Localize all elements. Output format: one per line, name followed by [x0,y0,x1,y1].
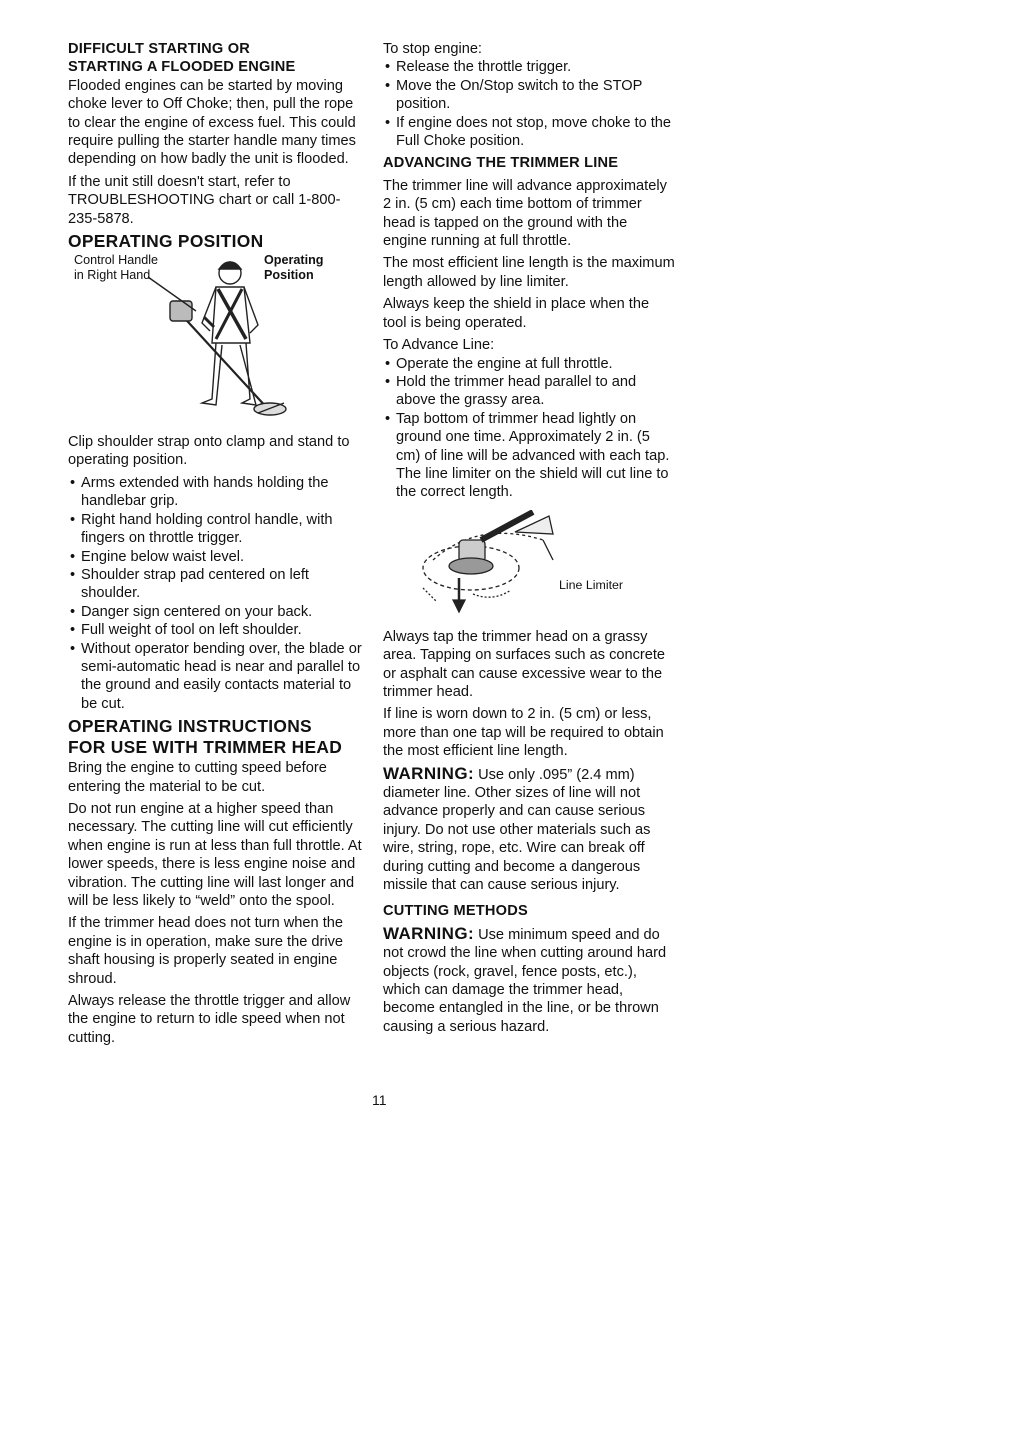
list-item: • Move the On/Stop switch to the STOP position. [383,77,675,114]
operating-position-figure [68,253,368,425]
line-limiter-figure [383,510,675,620]
list-item: • Without operator bending over, the blade or semi-automatic head is near and parallel to the ground and easily contacts material to be cut. [68,640,368,714]
instructions-paragraph-2: Do not run engine at a higher speed than necessary. The cutting line will cut efficiently when engine is run at less than full throttle. At lower speeds, there is less engine noise and vibration. The cutting line will last longer and will be less likely to “weld” onto the spool. [68,800,362,909]
list-item: • Hold the trimmer head parallel to and above the grassy area. [383,373,675,410]
operating-position-heading: OPERATING POSITION [68,231,264,252]
difficult-heading-1: DIFFICULT STARTING OR [68,41,251,57]
warning-paragraph-1 [383,765,675,895]
list-item: • Right hand holding control handle, with fingers on throttle trigger. [68,511,368,548]
stop-engine-intro: To stop engine: [383,41,482,57]
list-item: • If engine does not stop, move choke to the Full Choke position. [383,114,675,151]
right-column [383,40,675,1040]
warning-text: Use only .095” (2.4 mm) diameter line. Other sizes of line will not advance properly and can cause serious injury. Do not use other materials such as wire, string, rope, etc. Wire can break off during cutting and become a dangerous missile that can cause serious injury. [383,766,651,894]
difficult-paragraph-2: If the unit still doesn't start, refer to TROUBLESHOOTING chart or call 1-800-235-5878. [68,173,341,227]
left-column [68,40,368,1051]
warning-label: WARNING: [383,923,475,943]
instructions-heading-2: FOR USE WITH TRIMMER HEAD [68,737,343,758]
warning-text: Use minimum speed and do not crowd the line when cutting around hard objects (rock, gravel, fence posts, etc.), which can damage the trimmer head, become entangled in the line, or be thrown causing a serious hazard. [383,926,667,1035]
line-limiter-label: Line Limiter [559,577,624,592]
list-item: • Shoulder strap pad centered on left shoulder. [68,566,368,603]
control-handle-label [74,253,194,283]
list-item: • Arms extended with hands holding the handlebar grip. [68,474,368,511]
trimmer-head-illustration [403,510,563,620]
stop-engine-list [383,58,675,150]
advancing-heading: ADVANCING THE TRIMMER LINE [383,155,619,172]
instructions-paragraph-3: If the trimmer head does not turn when the engine is in operation, make sure the drive shaft housing is properly seated in engine shroud. [68,915,344,987]
advance-line-intro: To Advance Line: [383,337,495,354]
position-list [68,474,368,713]
advance-line-list [383,355,675,502]
control-handle-label-line-1: Control Handle [74,253,159,268]
list-item: • Engine below waist level. [68,548,368,566]
list-item: • Release the throttle trigger. [383,58,675,76]
tap-paragraph-1: Always tap the trimmer head on a grassy area. Tapping on surfaces such as concrete or asphalt can cause excessive wear to the trimmer head. [383,628,666,700]
difficult-paragraph-1: Flooded engines can be started by moving choke lever to Off Choke; then, pull the rope to clear the engine of excess fuel. This could require pulling the starter handle many times depending on how badly the unit is flooded. [68,77,356,168]
list-item: • Tap bottom of trimmer head lightly on ground one time. Approximately 2 in. (5 cm) of line will be advanced with each tap. The line limiter on the shield will cut line to the correct length. [383,410,675,502]
difficult-heading-2: STARTING A FLOODED ENGINE [68,59,296,76]
instructions-heading-1: OPERATING INSTRUCTIONS [68,716,312,737]
list-item: • Full weight of tool on left shoulder. [68,621,368,639]
tap-paragraph-2: If line is worn down to 2 in. (5 cm) or less, more than one tap will be required to obtain the most efficient line length. [383,706,664,760]
operating-position-label [264,253,344,283]
page-number: 11 [372,1092,387,1108]
instructions-paragraph-1: Bring the engine to cutting speed before entering the material to be cut. [68,760,327,795]
advancing-paragraph-1: The trimmer line will advance approximately 2 in. (5 cm) each time bottom of trimmer head is tapped on the ground with the engine running at full throttle. [383,177,667,250]
clip-strap-paragraph: Clip shoulder strap onto clamp and stand to operating position. [68,434,350,469]
advancing-paragraph-2: The most efficient line length is the maximum length allowed by line limiter. [383,255,675,290]
control-handle-label-line-2: in Right Hand [74,268,151,283]
operating-position-label-line-1: Operating [264,253,324,268]
operating-position-label-line-2: Position [264,268,314,283]
list-item: • Danger sign centered on your back. [68,603,368,621]
warning-paragraph-2 [383,925,675,1036]
instructions-paragraph-4: Always release the throttle trigger and allow the engine to return to idle speed when not cutting. [68,993,351,1046]
cutting-methods-heading: CUTTING METHODS [383,903,528,920]
advancing-paragraph-3: Always keep the shield in place when the tool is being operated. [383,296,650,331]
warning-label: WARNING: [383,763,475,783]
list-item: • Operate the engine at full throttle. [383,355,675,373]
